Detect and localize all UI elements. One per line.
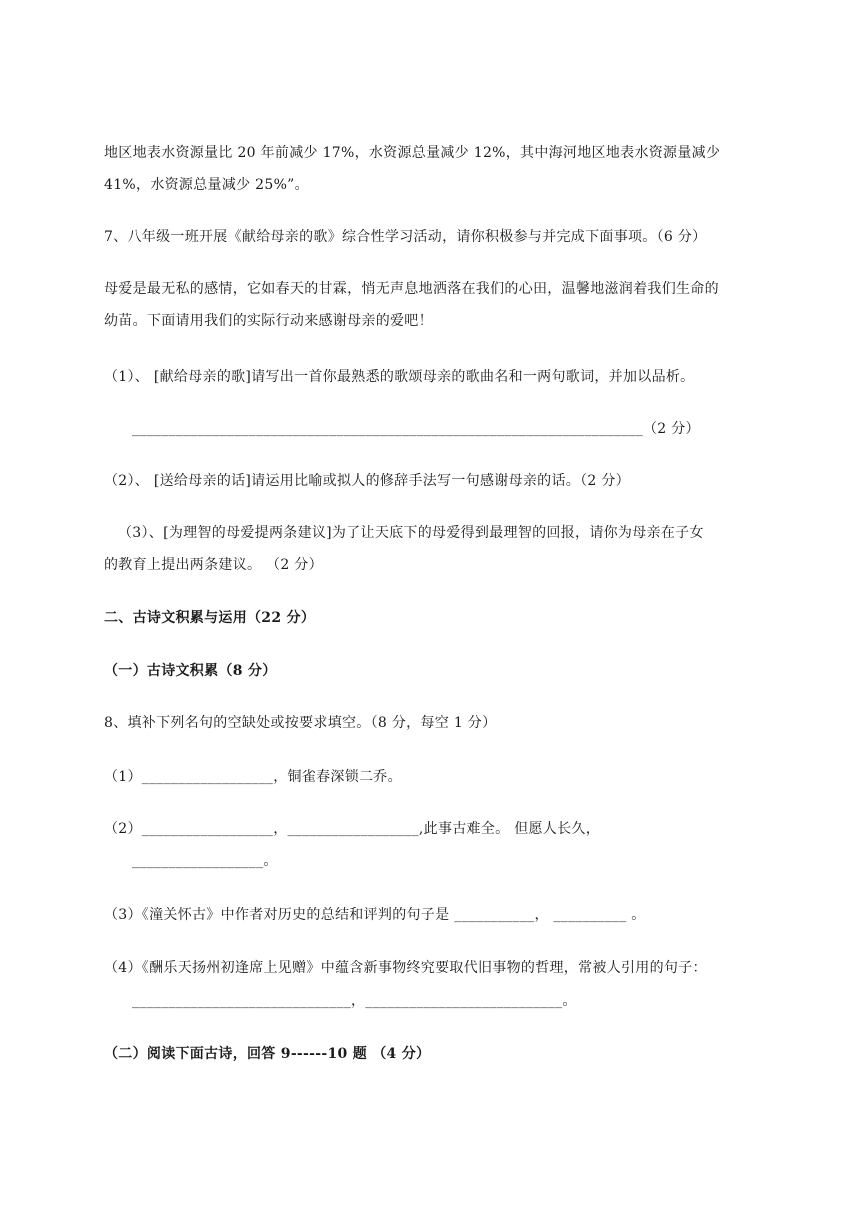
subquestion-1: （1）、 [献给母亲的歌]请写出一首你最熟悉的歌颂母亲的歌曲名和一两句歌词，并加以品析。 (104, 369, 695, 385)
paragraph-line: 幼苗。下面请用我们的实际行动来感谢母亲的爱吧！ (104, 313, 433, 329)
paragraph-line: 地区地表水资源量比 20 年前减少 17%，水资源总量减少 12%，其中海河地区地表水资源量减少 (104, 145, 721, 161)
question-8: 8、填补下列名句的空缺处或按要求填空。（8 分，每空 1 分） (104, 715, 497, 731)
subsection-heading: （二）阅读下面古诗，回答 9------10 题 （4 分） (104, 1046, 431, 1062)
fill-item-4: （4）《酬乐天扬州初逢席上见赠》中蕴含新事物终究要取代旧事物的哲理，常被人引用的句子： (104, 960, 707, 976)
subquestion-2: （2）、 [送给母亲的话]请运用比喻或拟人的修辞手法写一句感谢母亲的话。（2 分） (104, 473, 630, 489)
answer-blank: ______________________________，___________________________。 (132, 993, 577, 1009)
fill-item-1: （1）__________________，铜雀春深锁二乔。 (104, 769, 402, 785)
answer-blank: __________________。 (132, 853, 278, 869)
paragraph-line: 的教育上提出两条建议。 （2 分） (104, 557, 323, 573)
answer-blank: ______________________________________________________________________（2 分） (132, 421, 700, 437)
paragraph-line: 41%，水资源总量减少 25%”。 (104, 177, 309, 193)
question-7: 7、八年级一班开展《献给母亲的歌》综合性学习活动，请你积极参与并完成下面事项。（6 分） (104, 229, 707, 245)
section-heading: 二、古诗文积累与运用（22 分） (104, 610, 316, 626)
paragraph-line: 母爱是最无私的感情，它如春天的甘霖，悄无声息地洒落在我们的心田，温馨地滋润着我们生命的 (104, 281, 719, 297)
subsection-heading: （一）古诗文积累（8 分） (104, 663, 277, 679)
subquestion-3: （3）、[为理智的母爱提两条建议]为了让天底下的母爱得到最理智的回报，请你为母亲在子女 (118, 525, 704, 541)
fill-item-3: （3）《潼关怀古》中作者对历史的总结和评判的句子是 ___________， __________ 。 (104, 907, 646, 923)
fill-item-2: （2）__________________，__________________,此事古难全。 但愿人长久， (104, 821, 601, 837)
